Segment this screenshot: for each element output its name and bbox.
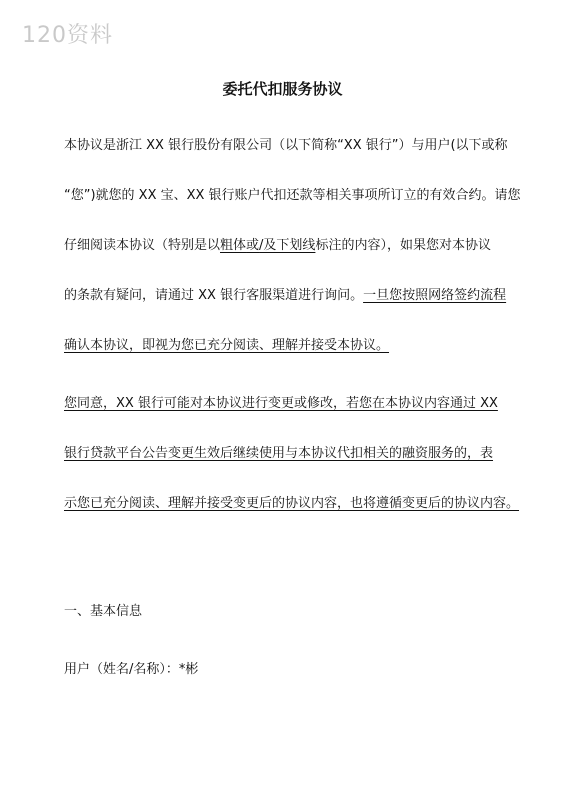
paragraph-line: “您”)就您的 XX 宝、XX 银行账户代扣还款等相关事项所订立的有效合约。请您 <box>64 188 521 203</box>
user-info-line <box>64 661 534 679</box>
underline-keyword: /及下划线 <box>259 238 316 253</box>
text-span: 仔细阅读本协议（特别是以 <box>64 238 221 253</box>
text-span: 的条款有疑问，请通过 XX 银行客服渠道进行询问。 <box>64 288 364 303</box>
underlined-text: 一旦您按照网络签约流程 <box>363 288 507 303</box>
paragraph-line: 本协议是浙江 XX 银行股份有限公司（以下简称“XX 银行”）与用户(以下或称 <box>64 138 508 153</box>
document-title: 委托代扣服务协议 <box>222 80 343 98</box>
user-label: 用户（姓名/名称）： <box>64 662 179 677</box>
underlined-paragraph-line: 银行贷款平台公告变更生效后继续使用与本协议代扣相关的融资服务的，表 <box>64 446 494 461</box>
text-span: 标注的内容），如果您对本协议 <box>315 238 491 253</box>
paragraph-line <box>64 237 534 255</box>
underlined-paragraph-line: 确认本协议，即视为您已充分阅读、理解并接受本协议。 <box>64 338 390 353</box>
paragraph-line <box>64 287 534 305</box>
section-heading: 一、基本信息 <box>64 604 143 619</box>
text-span: 或 <box>246 238 260 253</box>
watermark: 120资料 <box>22 23 113 48</box>
underlined-paragraph-line: 您同意，XX 银行可能对本协议进行变更或修改，若您在本协议内容通过 XX <box>64 396 498 411</box>
user-value: *彬 <box>178 662 199 677</box>
bold-keyword: 粗体 <box>220 238 247 253</box>
underlined-paragraph-line: 示您已充分阅读、理解并接受变更后的协议内容，也将遵循变更后的协议内容。 <box>64 496 520 511</box>
